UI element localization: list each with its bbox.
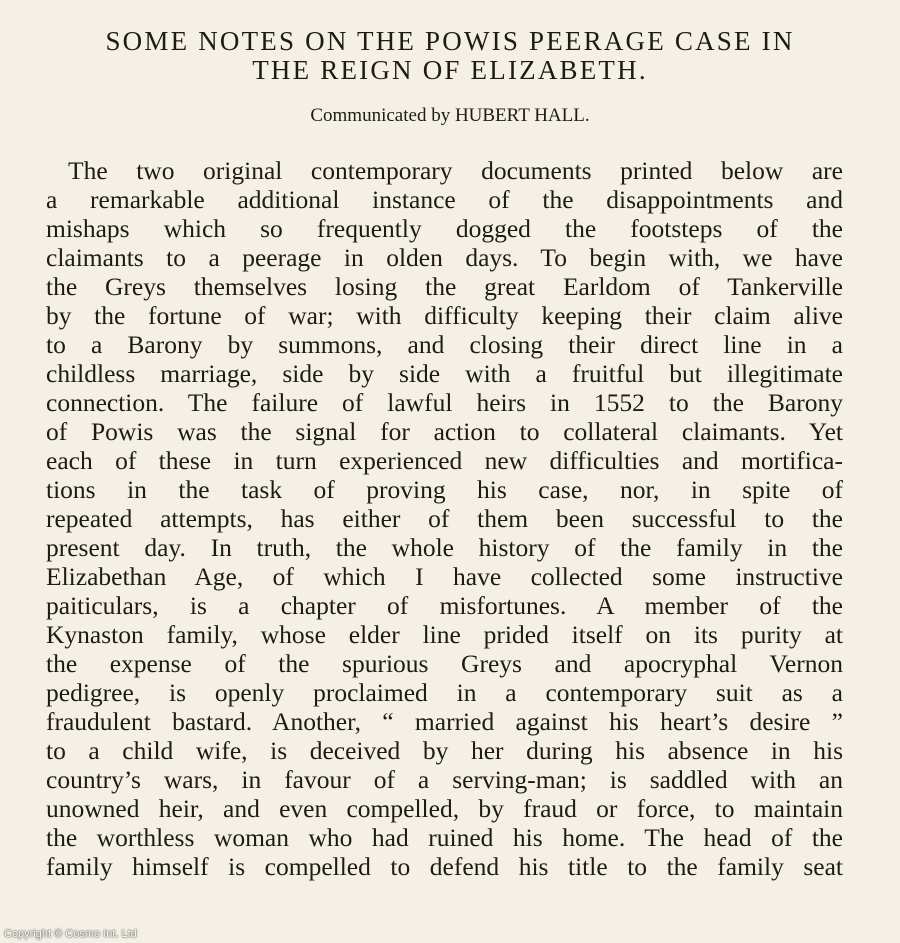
body-line: each of these in turn experienced new difficulties and mortifica- bbox=[46, 446, 843, 475]
body-line: pedigree, is openly proclaimed in a contemporary suit as a bbox=[46, 678, 843, 707]
body-line: Elizabethan Age, of which I have collected some instructive bbox=[46, 562, 843, 591]
body-line: connection. The failure of lawful heirs in 1552 to the Barony bbox=[46, 388, 843, 417]
byline: Communicated by HUBERT HALL. bbox=[310, 105, 590, 126]
body-line: Kynaston family, whose elder line prided itself on its purity at bbox=[46, 620, 843, 649]
body-line: to a child wife, is deceived by her during his absence in his bbox=[46, 736, 843, 765]
body-line: the expense of the spurious Greys and apocryphal Vernon bbox=[46, 649, 843, 678]
article-title-line-2: THE REIGN OF ELIZABETH. bbox=[252, 55, 648, 85]
body-line: of Powis was the signal for action to collateral claimants. Yet bbox=[46, 417, 843, 446]
body-line: country’s wars, in favour of a serving-man; is saddled with an bbox=[46, 765, 843, 794]
body-line: the Greys themselves losing the great Earldom of Tankerville bbox=[46, 272, 843, 301]
body-line: The two original contemporary documents printed below are bbox=[68, 156, 843, 185]
body-line: paiticulars, is a chapter of misfortunes. A member of the bbox=[46, 591, 843, 620]
copyright-watermark: Copyright © Cosmo Int. Ltd bbox=[4, 928, 137, 940]
body-line: to a Barony by summons, and closing their direct line in a bbox=[46, 330, 843, 359]
body-line: mishaps which so frequently dogged the footsteps of the bbox=[46, 214, 843, 243]
body-line: the worthless woman who had ruined his home. The head of the bbox=[46, 823, 843, 852]
body-line: a remarkable additional instance of the disappointments and bbox=[46, 185, 843, 214]
body-line: fraudulent bastard. Another, “ married against his heart’s desire ” bbox=[46, 707, 843, 736]
body-line: unowned heir, and even compelled, by fraud or force, to maintain bbox=[46, 794, 843, 823]
body-line: repeated attempts, has either of them been successful to the bbox=[46, 504, 843, 533]
body-line: childless marriage, side by side with a fruitful but illegitimate bbox=[46, 359, 843, 388]
body-line: by the fortune of war; with difficulty keeping their claim alive bbox=[46, 301, 843, 330]
article-title-line-1: SOME NOTES ON THE POWIS PEERAGE CASE IN bbox=[105, 26, 795, 56]
body-line: family himself is compelled to defend his title to the family seat bbox=[46, 852, 843, 881]
body-line: present day. In truth, the whole history of the family in the bbox=[46, 533, 843, 562]
body-line: tions in the task of proving his case, nor, in spite of bbox=[46, 475, 843, 504]
body-line: claimants to a peerage in olden days. To begin with, we have bbox=[46, 243, 843, 272]
